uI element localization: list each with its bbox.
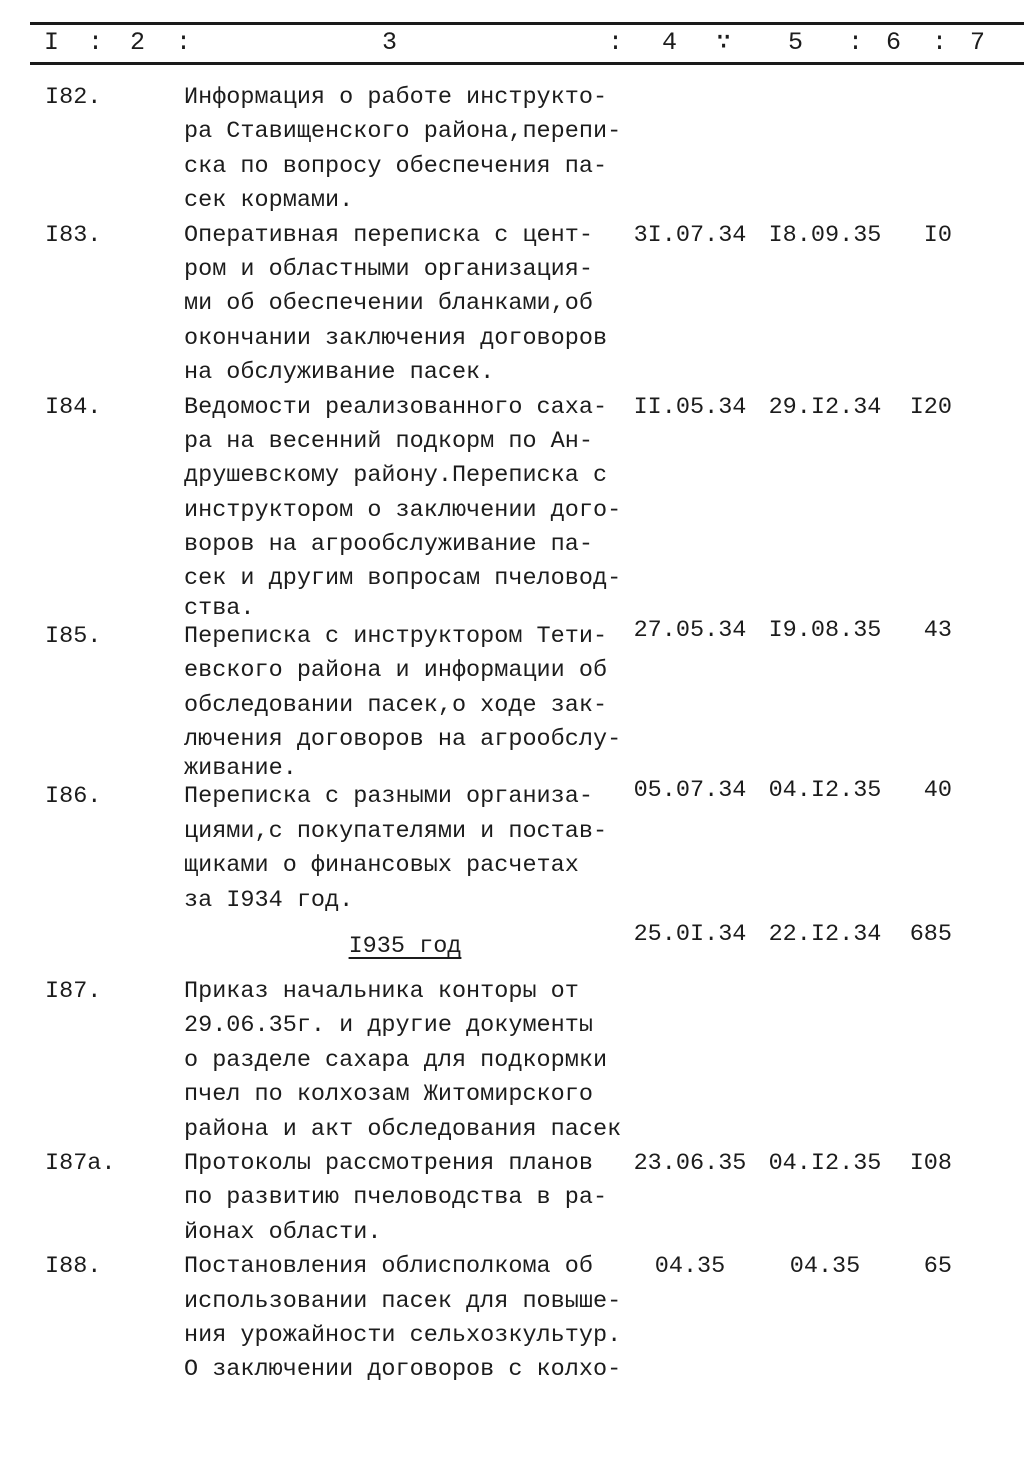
entry-title-line: живание. [184, 755, 297, 783]
sheet-count: 65 [923, 1253, 952, 1281]
entry-number: I87а. [45, 1149, 116, 1177]
entry-title-line: воров на агрообслуживание па- [184, 531, 593, 559]
entry-title-line: О заключении договоров с колхо- [184, 1356, 622, 1384]
entry-title-line: ром и областными организация- [184, 255, 593, 283]
entry-title-line: района и акт обследования пасек [184, 1115, 622, 1143]
entry-title-line: ния урожайности сельхозкультур. [184, 1321, 622, 1349]
column-number-6: 6 [886, 28, 902, 57]
start-date: 05.07.34 [633, 777, 747, 805]
entry-title-line: сек кормами. [184, 187, 354, 215]
entry-number: I87. [45, 977, 102, 1005]
sheet-count: 685 [909, 920, 952, 948]
entry-title-line: Переписка с инструктором Тети- [184, 622, 608, 650]
entry-number: I88. [45, 1253, 102, 1281]
entry-title-line: 29.06.35г. и другие документы [184, 1012, 593, 1040]
inventory-list [0, 81, 1024, 1388]
entry-title-line: пчел по колхозам Житомирского [184, 1081, 593, 1109]
column-separator: : [608, 28, 624, 57]
end-date: I9.08.35 [768, 616, 882, 644]
start-date: 25.0I.34 [633, 920, 747, 948]
sheet-count: 40 [923, 777, 952, 805]
header-bottom-rule [30, 62, 1024, 65]
sheet-count: I08 [909, 1149, 952, 1177]
entry-title-line: использовании пасек для повыше- [184, 1287, 622, 1315]
entry-title-line: йонах области. [184, 1218, 382, 1246]
entry-title-line: сек и другим вопросам пчеловод- [184, 565, 622, 593]
column-separator: ∵ [716, 28, 732, 57]
entry-title-line: евского района и информации об [184, 657, 608, 685]
entry-title-line: Оперативная переписка с цент- [184, 221, 593, 249]
section-heading [120, 918, 690, 975]
section-heading-text: I935 год [348, 932, 462, 960]
entry-title-line: ми об обеспечении бланками,об [184, 290, 593, 318]
inventory-entry [0, 1250, 1024, 1388]
entry-title-line: Информация о работе инструкто- [184, 84, 608, 111]
entry-number: I86. [45, 783, 102, 811]
entry-number: I83. [45, 221, 102, 249]
entry-title-line: Протоколы рассмотрения планов [184, 1149, 593, 1177]
sheet-count: I0 [923, 221, 952, 249]
entry-title-line: за I934 год. [184, 886, 354, 914]
start-date: II.05.34 [633, 393, 747, 421]
end-date: I8.09.35 [768, 221, 882, 249]
entry-title-line: ства. [184, 594, 255, 622]
column-number-2: 2 [130, 28, 146, 57]
entry-title-line: Приказ начальника конторы от [184, 977, 579, 1005]
entry-title-line: Постановления облисполкома об [184, 1253, 593, 1281]
start-date: 23.06.35 [633, 1149, 747, 1177]
entry-title-line: ска по вопросу обеспечения па- [184, 152, 608, 180]
end-date: 29.I2.34 [768, 393, 882, 421]
entry-title-line: о разделе сахара для подкормки [184, 1046, 608, 1074]
entry-number: I84. [45, 393, 102, 421]
header-top-rule [30, 22, 1024, 25]
entry-title-line: ра на весенний подкорм по Ан- [184, 427, 593, 455]
start-date: 27.05.34 [633, 616, 747, 644]
end-date: 04.I2.35 [768, 1149, 882, 1177]
entry-title-line: на обслуживание пасек. [184, 359, 495, 387]
end-date: 04.35 [789, 1253, 861, 1281]
entry-title-line: щиками о финансовых расчетах [184, 852, 579, 880]
entry-title-line: лючения договоров на агрообслу- [184, 726, 622, 754]
column-separator: : [176, 28, 192, 57]
entry-title-line: Переписка с разными организа- [184, 783, 593, 811]
end-date: 04.I2.35 [768, 777, 882, 805]
entry-title-line: Ведомости реализованного саха- [184, 393, 608, 421]
entry-title-line: обследовании пасек,о ходе зак- [184, 691, 608, 719]
sheet-count: I20 [909, 393, 952, 421]
entry-title-line: ра Ставищенского района,перепи- [184, 118, 622, 146]
start-date: 04.35 [654, 1253, 726, 1281]
column-separator: : [848, 28, 864, 57]
entry-title-line: по развитию пчеловодства в ра- [184, 1184, 608, 1212]
entry-number: I82. [45, 84, 102, 111]
column-number-4: 4 [662, 28, 678, 57]
entry-title-line: инструктором о заключении дого- [184, 496, 622, 524]
entry-title-line: друшевскому району.Переписка с [184, 462, 608, 490]
column-number-5: 5 [788, 28, 804, 57]
sheet-count: 43 [923, 616, 952, 644]
start-date: 3I.07.34 [633, 221, 747, 249]
entry-title-line: циями,с покупателями и постав- [184, 817, 608, 845]
column-number-7: 7 [970, 28, 986, 57]
end-date: 22.I2.34 [768, 920, 882, 948]
column-separator: : [88, 28, 104, 57]
column-separator: : [932, 28, 948, 57]
column-number-1: I [44, 28, 60, 57]
entry-title-line: окончании заключения договоров [184, 324, 608, 352]
column-number-3: 3 [382, 28, 398, 57]
entry-number: I85. [45, 622, 102, 650]
